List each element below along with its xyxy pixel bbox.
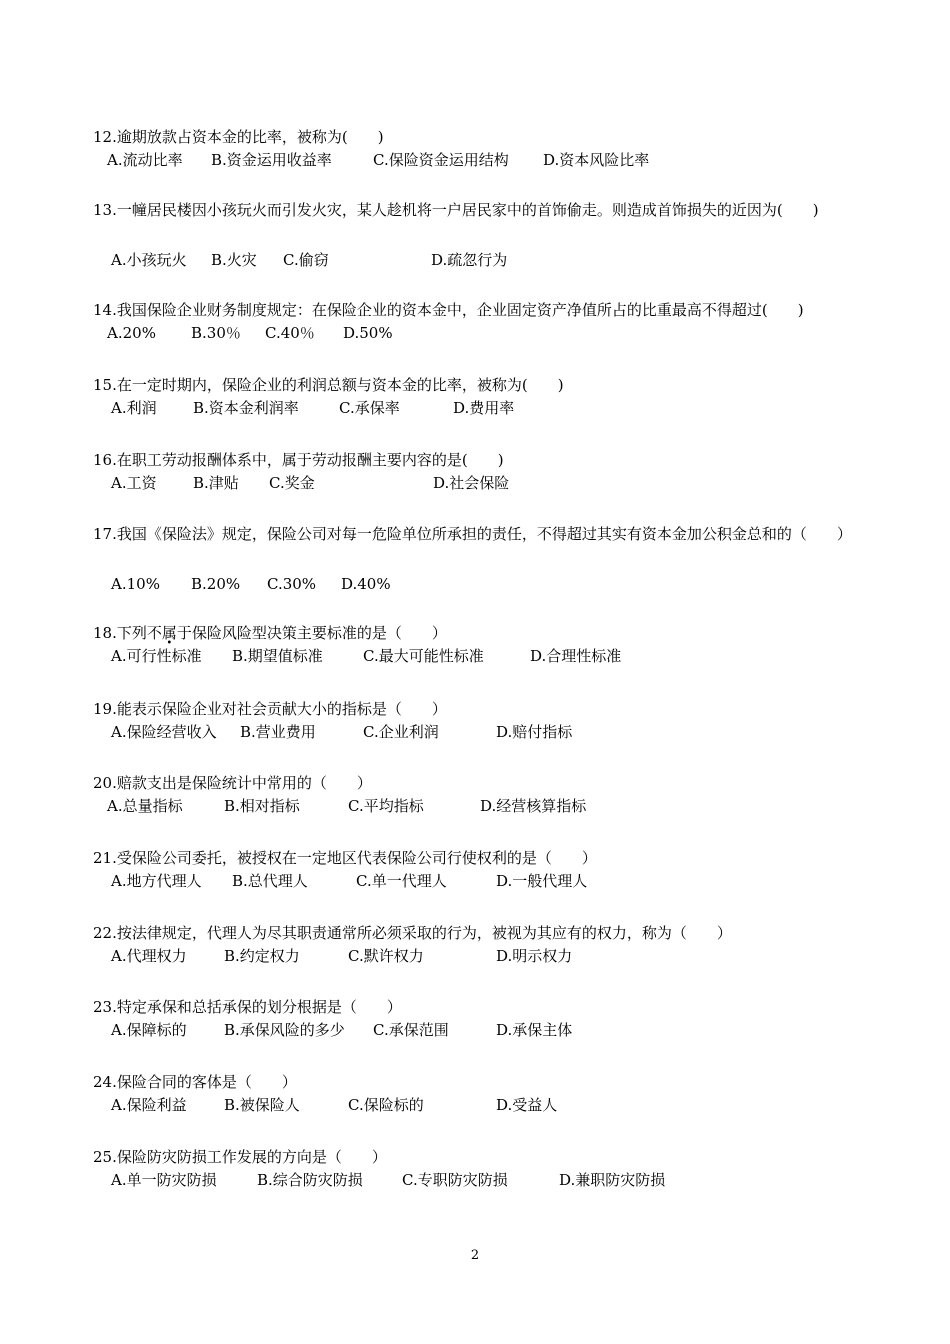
question-options [93,396,893,420]
option-b: B.期望值标准 [232,647,323,665]
option-b: B.资金运用收益率 [211,151,332,169]
question-options [93,720,893,744]
option-c: C.承保范围 [373,1021,449,1039]
stem-suffix: 保险风险型决策主要标准的是（ ） [191,624,447,642]
option-d: D.合理性标准 [530,647,622,665]
option-d: D.社会保险 [433,474,510,492]
question-stem: 23.特定承保和总括承保的划分根据是（ ） [93,998,402,1016]
question-stem: 22.按法律规定，代理人为尽其职责通常所必须采取的行为，被视为其应有的权力，称为（ ） [93,924,732,942]
question-15 [93,374,893,420]
question-stem: 13.一幢居民楼因小孩玩火而引发火灾，某人趁机将一户居民家中的首饰偷走。则造成首饰损失的近因为( ) [93,201,819,219]
option-b: B.资本金利润率 [193,399,299,417]
option-c: C.单一代理人 [356,872,447,890]
option-a: A.单一防灾防损 [111,1171,217,1189]
question-options [93,321,893,345]
option-c: C.承保率 [339,399,400,417]
option-b: B.津贴 [193,474,239,492]
question-options [93,1168,893,1192]
option-c: C.保险资金运用结构 [373,151,509,169]
option-d: D.赔付指标 [496,723,573,741]
question-20 [93,772,893,818]
option-d: D.费用率 [453,399,515,417]
option-b: B.相对指标 [224,797,300,815]
option-b: B.总代理人 [232,872,308,890]
option-d: D.承保主体 [496,1021,573,1039]
question-25 [93,1146,893,1192]
question-stem: 16.在职工劳动报酬体系中，属于劳动报酬主要内容的是( ) [93,451,504,469]
option-a: A.总量指标 [107,797,183,815]
question-12 [93,126,893,172]
question-options [93,1093,893,1117]
option-c: C.默许权力 [348,947,424,965]
question-17 [93,522,893,596]
option-c: C.专职防灾防损 [402,1171,508,1189]
stem-emphasis: 不属于 [146,624,192,642]
option-a: A.可行性标准 [111,647,202,665]
question-stem: 25.保险防灾防损工作发展的方向是（ ） [93,1148,387,1166]
question-stem: 21.受保险公司委托，被授权在一定地区代表保险公司行使权利的是（ ） [93,849,597,867]
question-options [93,1018,893,1042]
option-b: B.被保险人 [224,1096,300,1114]
option-a: A.保险利益 [111,1096,187,1114]
question-13 [93,198,893,272]
option-c: C.企业利润 [363,723,439,741]
option-d: D.50% [343,324,393,342]
option-a: A.代理权力 [111,947,187,965]
option-d: D.40% [341,575,391,593]
question-stem [93,622,893,644]
option-b: B.承保风险的多少 [224,1021,345,1039]
option-a: A.流动比率 [107,151,183,169]
option-c: C.40％ [265,324,315,342]
option-d: D.兼职防灾防损 [559,1171,666,1189]
question-options [93,248,893,272]
option-b: B.20% [191,575,241,593]
question-14 [93,299,893,345]
question-23 [93,996,893,1042]
option-d: D.疏忽行为 [431,251,508,269]
option-c: C.平均指标 [348,797,424,815]
question-stem: 15.在一定时期内，保险企业的利润总额与资本金的比率，被称为( ) [93,376,564,394]
question-18 [93,622,893,668]
option-a: A.工资 [111,474,157,492]
option-c: C.偷窃 [283,251,329,269]
question-stem: 12.逾期放款占资本金的比率，被称为( ) [93,128,384,146]
option-c: C.保险标的 [348,1096,424,1114]
question-stem: 14.我国保险企业财务制度规定：在保险企业的资本金中，企业固定资产净值所占的比重最高不得超过( ) [93,301,804,319]
page-number: 2 [470,1248,480,1263]
question-stem: 19.能表示保险企业对社会贡献大小的指标是（ ） [93,700,447,718]
option-a: A.小孩玩火 [111,251,187,269]
question-options [93,794,893,818]
option-a: A.保险经营收入 [111,723,217,741]
question-options [93,471,893,495]
option-d: D.资本风险比率 [543,151,650,169]
option-d: D.明示权力 [496,947,573,965]
option-a: A.地方代理人 [111,872,202,890]
option-b: B.综合防灾防损 [257,1171,363,1189]
option-c: C.30% [267,575,317,593]
stem-prefix: 18.下列 [93,624,147,642]
option-b: B.约定权力 [224,947,300,965]
option-a: A.20% [107,324,156,342]
option-b: B.火灾 [211,251,257,269]
question-16 [93,449,893,495]
option-c: C.最大可能性标准 [363,647,484,665]
option-d: D.受益人 [496,1096,558,1114]
question-22 [93,922,893,968]
option-b: B.营业费用 [240,723,316,741]
option-d: D.一般代理人 [496,872,588,890]
question-options [93,572,893,596]
option-a: A.利润 [111,399,157,417]
question-24 [93,1071,893,1117]
option-a: A.保障标的 [111,1021,187,1039]
question-options [93,644,893,668]
question-19 [93,698,893,744]
question-options [93,944,893,968]
question-stem: 20.赔款支出是保险统计中常用的（ ） [93,774,372,792]
option-d: D.经营核算指标 [480,797,587,815]
option-a: A.10% [111,575,160,593]
option-c: C.奖金 [269,474,315,492]
question-stem: 24.保险合同的客体是（ ） [93,1073,297,1091]
question-stem: 17.我国《保险法》规定，保险公司对每一危险单位所承担的责任，不得超过其实有资本金加公积金总和的（ ） [93,525,852,543]
question-options [93,148,893,172]
question-options [93,869,893,893]
option-b: B.30％ [191,324,241,342]
question-21 [93,847,893,893]
